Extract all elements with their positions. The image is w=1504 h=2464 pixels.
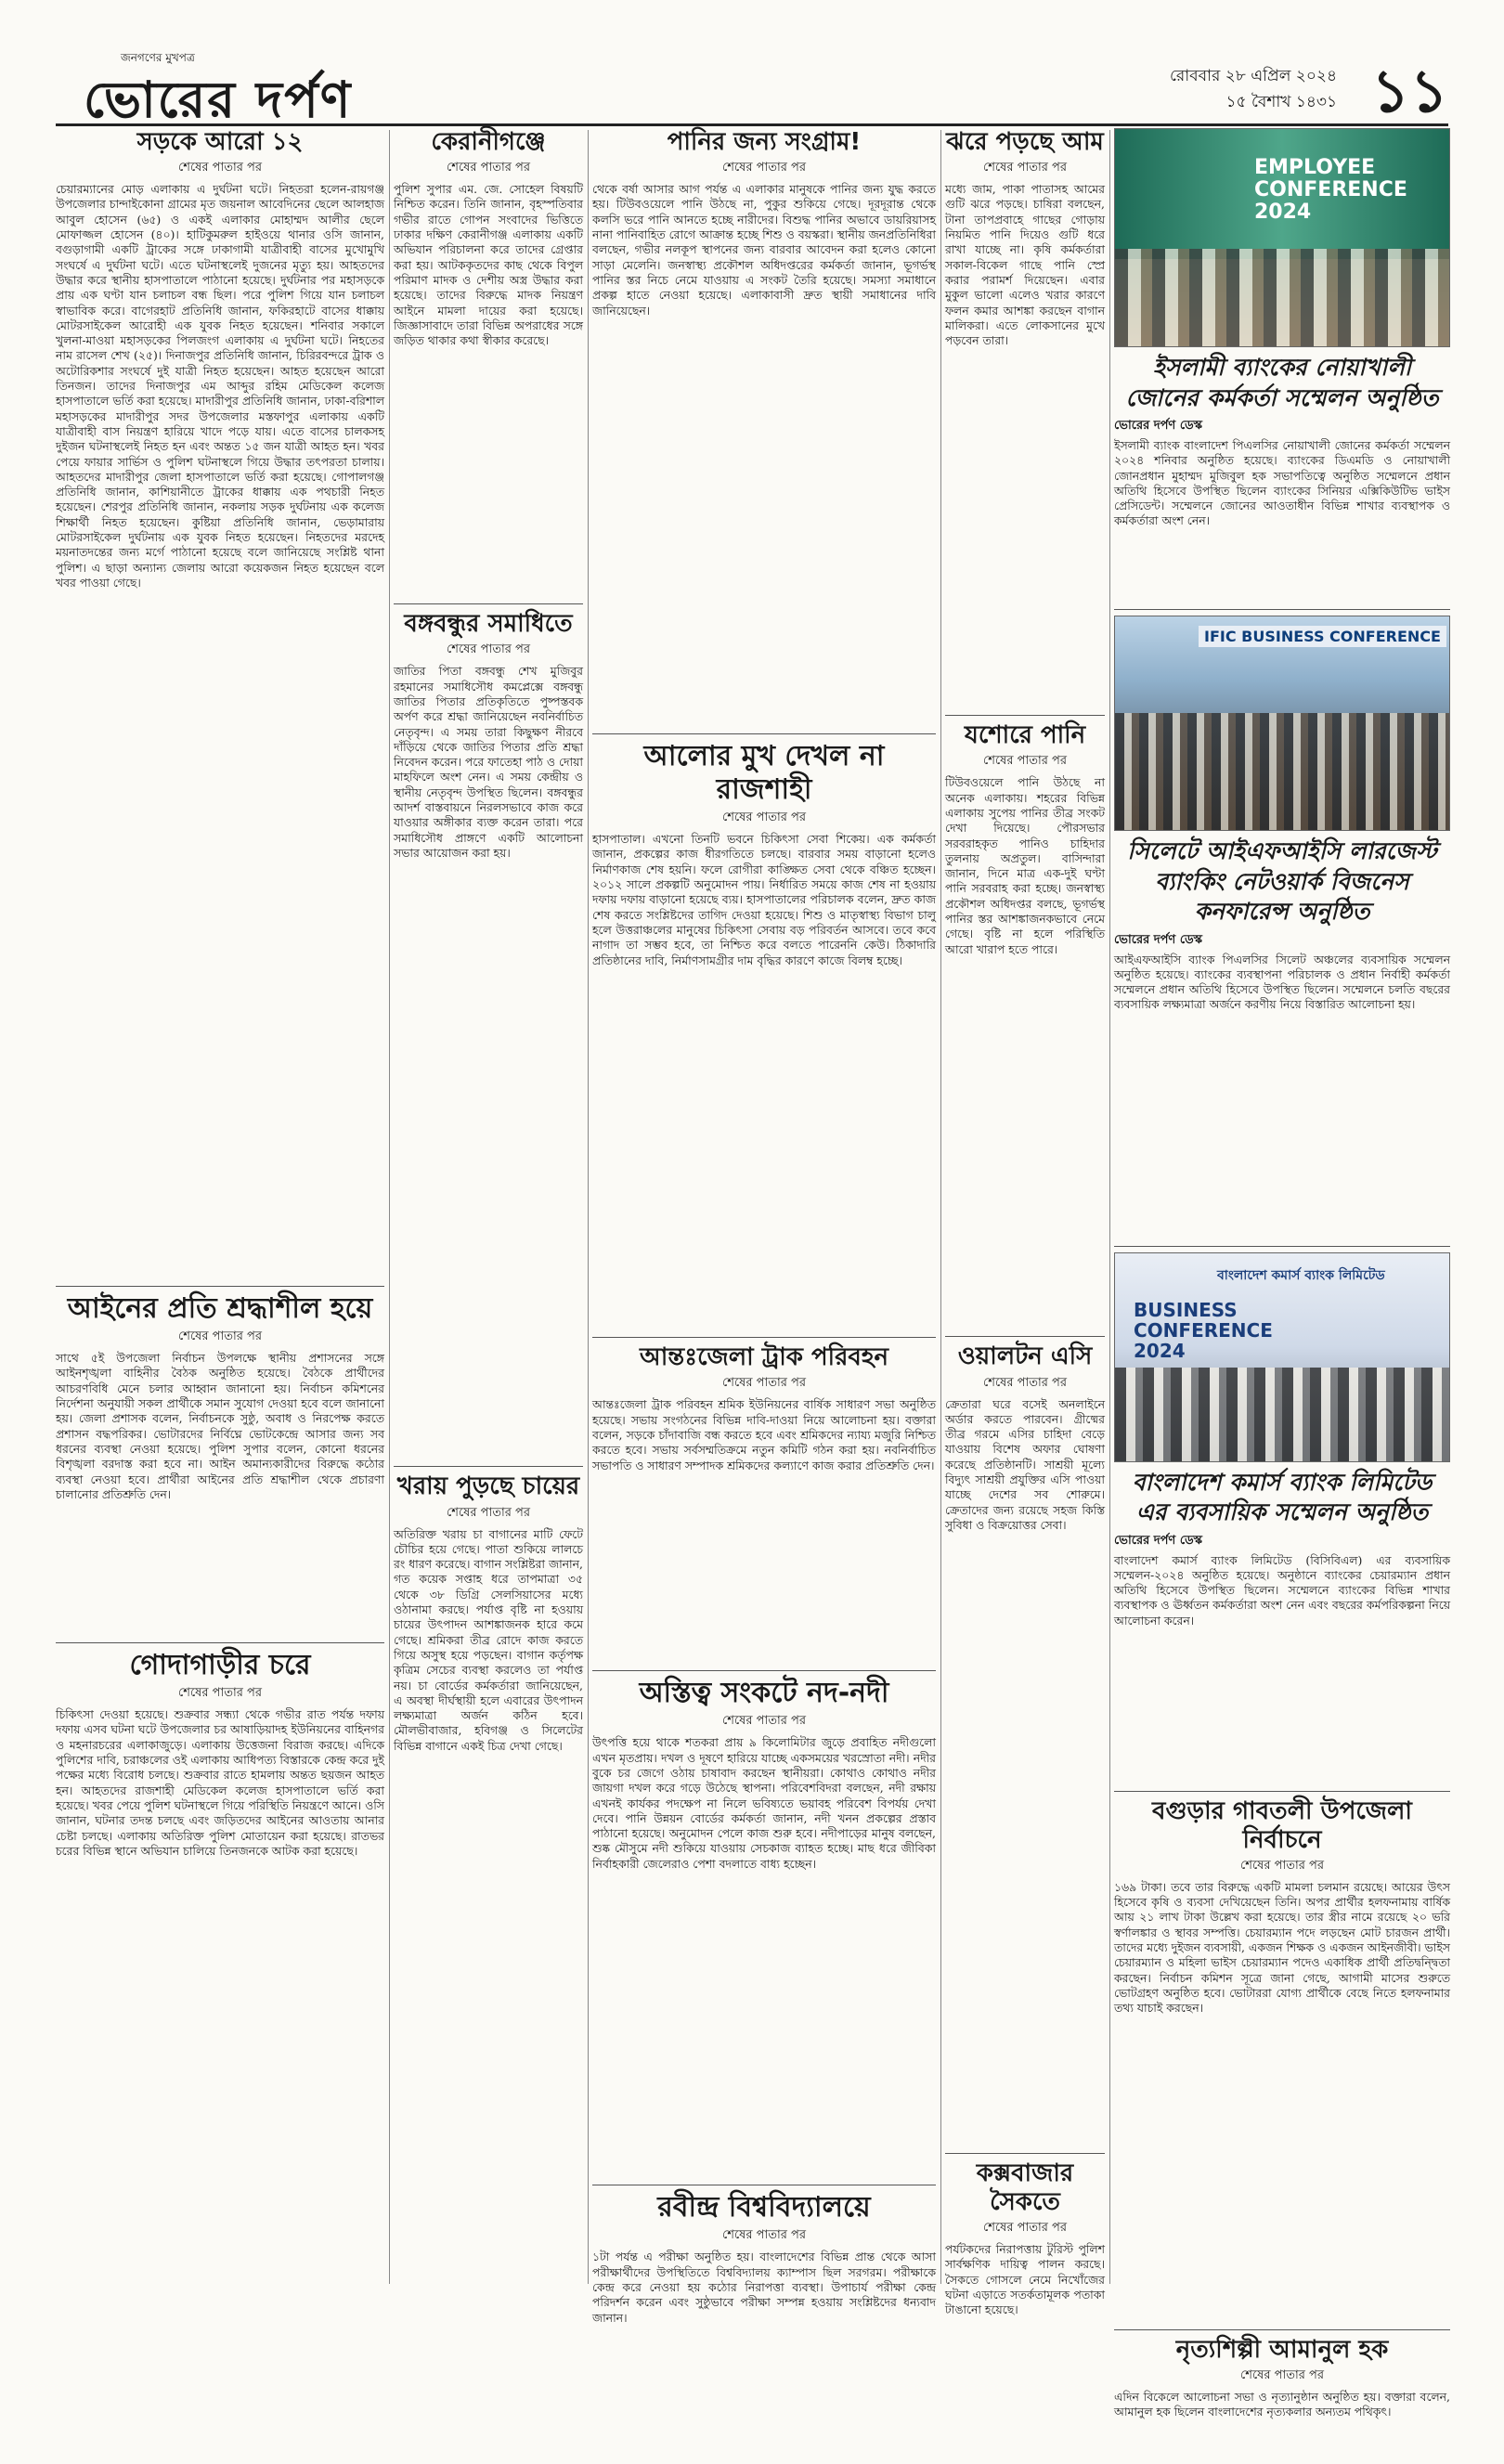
article-keraniganj	[394, 128, 583, 590]
article-body: জাতির পিতা বঙ্গবন্ধু শেখ মুজিবুর রহমানের সমাধিসৌধ কমপ্লেক্সে বঙ্গবন্ধু জাতির পিতার প্রতিকৃতিতে পুষ্পস্তবক অর্পণ করে শ্রদ্ধা জানিয়েছেন নবনির্বাচিত নেতৃবৃন্দ। এ সময় তারা কিছুক্ষণ নীরবে দাঁড়িয়ে থেকে জাতির পিতার প্রতি শ্রদ্ধা নিবেদন করেন। পরে ফাতেহা পাঠ ও দোয়া মাহফিলে অংশ নেন। এ সময় কেন্দ্রীয় ও স্থানীয় নেতৃবৃন্দ উপস্থিত ছিলেন। বঙ্গবন্ধুর আদর্শ বাস্তবায়নে নিরলসভাবে কাজ করে যাওয়ার অঙ্গীকার ব্যক্ত করেন তারা। পরে সমাধিসৌধ প্রাঙ্গণে একটি আলোচনা সভার আয়োজন করা হয়।	[394, 664, 583, 860]
subhead: শেষের পাতার পর	[721, 1376, 807, 1391]
bank-name: বাংলাদেশ কমার্স ব্যাংক লিমিটেড	[1217, 1267, 1385, 1283]
article-body: পর্যটকদের নিরাপত্তায় টুরিস্ট পুলিশ সার্বক্ষণিক দায়িত্ব পালন করছে। সৈকতে গোসলে নেমে নিখোঁজের ঘটনা এড়াতে সতর্কতামূলক পতাকা টাঙানো হয়েছে।	[945, 2241, 1105, 2317]
article-mango-falling	[945, 128, 1105, 702]
caption-commerce-bank: বাংলাদেশ কমার্স ব্যাংক লিমিটেড এর ব্যবসায়িক সম্মেলন অনুষ্ঠিত	[1132, 1468, 1433, 1525]
column-4	[945, 128, 1105, 2376]
headline: আলোর মুখ দেখল না রাজশাহী	[643, 740, 885, 807]
banner-text: IFIC BUSINESS CONFERENCE	[1199, 626, 1446, 647]
divider	[592, 1337, 936, 1338]
article-rajshahi-hospital	[592, 740, 936, 1324]
subhead: শেষের পাতার পর	[982, 2220, 1068, 2235]
photo-islami-bank	[1114, 128, 1450, 347]
subhead: শেষের পাতার পর	[721, 811, 807, 825]
headline: বঙ্গবন্ধুর সমাধিতে	[404, 610, 573, 639]
subhead: শেষের পাতার পর	[177, 161, 263, 175]
date-bangla: ১৫ বৈশাখ ১৪৩১	[1225, 93, 1337, 111]
divider	[945, 2153, 1105, 2154]
headline: ওয়ালটন এসি	[957, 1342, 1093, 1371]
divider	[945, 1336, 1105, 1337]
article-dancer-amanul-haque	[1114, 2336, 1450, 2451]
subhead: শেষের পাতার পর	[982, 161, 1068, 175]
column-separator	[389, 130, 390, 2284]
page-number: ১১	[1370, 58, 1448, 126]
column-3	[592, 128, 936, 2444]
article-body: অতিরিক্ত খরায় চা বাগানের মাটি ফেটে চৌচির হয়ে গেছে। পাতা শুকিয়ে লালচে রং ধারণ করেছে। বাগান সংশ্লিষ্টরা জানান, গত কয়েক সপ্তাহ ধরে তাপমাত্রা ৩৫ থেকে ৩৮ ডিগ্রি সেলসিয়াসের মধ্যে ওঠানামা করছে। পর্যাপ্ত বৃষ্টি না হওয়ায় চায়ের উৎপাদন আশঙ্কাজনক হারে কমে গেছে। শ্রমিকরা তীব্র রোদে কাজ করতে গিয়ে অসুস্থ হয়ে পড়ছেন। বাগান কর্তৃপক্ষ কৃত্রিম সেচের ব্যবস্থা করলেও তা পর্যাপ্ত নয়। চা বোর্ডের কর্মকর্তারা জানিয়েছেন, এ অবস্থা দীর্ঘস্থায়ী হলে এবারের উৎপাদন লক্ষ্যমাত্রা অর্জন কঠিন হবে। মৌলভীবাজার, হবিগঞ্জ ও সিলেটের বিভিন্ন বাগানে একই চিত্র দেখা গেছে।	[394, 1526, 583, 1753]
headline: কেরানীগঞ্জে	[431, 128, 546, 156]
subhead: শেষের পাতার পর	[721, 1714, 807, 1729]
article-body: টিউবওয়েলে পানি উঠছে না অনেক এলাকায়। শহরের বিভিন্ন এলাকায় সুপেয় পানির তীব্র সংকট দেখা দিয়েছে। পৌরসভার সরবরাহকৃত পানিও চাহিদার তুলনায় অপ্রতুল। বাসিন্দারা জানান, দিনে মাত্র এক-দুই ঘণ্টা পানি সরবরাহ করা হচ্ছে। জনস্বাস্থ্য প্রকৌশল অধিদপ্তর বলছে, ভূগর্ভস্থ পানির স্তর আশঙ্কাজনকভাবে নেমে গেছে। বৃষ্টি না হলে পরিস্থিতি আরো খারাপ হতে পারে।	[945, 775, 1105, 956]
caption-ific-bank: সিলেটে আইএফআইসি লারজেস্ট ব্যাংকিং নেটওয়ার্ক বিজনেস কনফারেন্স অনুষ্ঠিত	[1127, 837, 1437, 925]
byline: ভোরের দর্পণ ডেস্ক	[1114, 1533, 1203, 1548]
article-bangabandhu-mausoleum	[394, 610, 583, 1453]
photo-commerce-bank	[1114, 1252, 1450, 1462]
headline: গোদাগাড়ীর চরে	[129, 1649, 311, 1682]
column-separator	[940, 130, 941, 2284]
article-godagari-char	[56, 1649, 384, 2255]
article-body: ইসলামী ব্যাংক বাংলাদেশ পিএলসির নোয়াখালী জোনের কর্মকর্তা সম্মেলন ২০২৪ শনিবার অনুষ্ঠিত হয়েছে। ব্যাংকের ডিএমডি ও নোয়াখালী জোনপ্রধান মুহাম্মদ মুজিবুল হক সভাপতিত্বে অনুষ্ঠিত সম্মেলনে প্রধান অতিথি হিসেবে উপস্থিত ছিলেন ব্যাংকের সিনিয়র এক্সিকিউটিভ ভাইস প্রেসিডেন্ট। সম্মেলনে জোনের আওতাধীন বিভিন্ন শাখার ব্যবস্থাপক ও কর্মকর্তারা অংশ নেন।	[1114, 438, 1450, 528]
headline: রবীন্দ্র বিশ্ববিদ্যালয়ে	[657, 2191, 871, 2224]
article-body: মধ্যে জাম, পাকা পাতাসহ আমের গুটি ঝরে পড়ছে। চাষিরা বলছেন, টানা তাপপ্রবাহে গাছের গোড়ায় নিয়মিত পানি দিয়েও গুটি ধরে রাখা যাচ্ছে না। কৃষি কর্মকর্তারা সকাল-বিকেল গাছে পানি স্প্রে করার পরামর্শ দিয়েছেন। এবার মুকুল ভালো এলেও খরার কারণে ফলন কমার আশঙ্কা করছেন বাগান মালিকরা। এতে লোকসানের মুখে পড়বেন তারা।	[945, 182, 1105, 348]
divider	[56, 1642, 384, 1643]
article-body: ১৬৯ টাকা। তবে তার বিরুদ্ধে একটি মামলা চলমান রয়েছে। আয়ের উৎস হিসেবে কৃষি ও ব্যবসা দেখিয়েছেন তিনি। অপর প্রার্থীর হলফনামায় বার্ষিক আয় ২১ লাখ টাকা উল্লেখ করা হয়েছে। তার স্ত্রীর নামে রয়েছে ২০ ভরি স্বর্ণালঙ্কার ও স্থাবর সম্পত্তি। চেয়ারম্যান পদে লড়ছেন মোট চারজন প্রার্থী। তাদের মধ্যে দুইজন ব্যবসায়ী, একজন শিক্ষক ও একজন আইনজীবী। ভাইস চেয়ারম্যান ও মহিলা ভাইস চেয়ারম্যান পদেও একাধিক প্রার্থী প্রতিদ্বন্দ্বিতা করছেন। নির্বাচন কমিশন সূত্রে জানা গেছে, আগামী মাসের শুরুতে ভোটগ্রহণ অনুষ্ঠিত হবে। ভোটাররা যোগ্য প্রার্থীকে বেছে নিতে হলফনামার তথ্য যাচাই করছেন।	[1114, 1879, 1450, 2016]
subhead: শেষের পাতার পর	[446, 161, 531, 175]
article-jessore-water	[945, 721, 1105, 1323]
article-body: এদিন বিকেলে আলোচনা সভা ও নৃত্যানুষ্ঠান অনুষ্ঠিত হয়। বক্তারা বলেন, আমানুল হক ছিলেন বাংলাদেশের নৃত্যকলার অন্যতম পথিকৃৎ।	[1114, 2390, 1450, 2419]
headline: বগুড়ার গাবতলী উপজেলা নির্বাচনে	[1152, 1796, 1412, 1854]
subhead: শেষের পাতার পর	[446, 1505, 531, 1520]
subhead: শেষের পাতার পর	[721, 2228, 807, 2243]
article-road-accident	[56, 128, 384, 1273]
article-gabtoli-election	[1114, 1797, 1450, 2316]
subhead: শেষের পাতার পর	[177, 1686, 263, 1701]
headline: ঝরে পড়ছে আম	[946, 128, 1104, 156]
article-body: থেকে বর্ষা আসার আগ পর্যন্ত এ এলাকার মানুষকে পানির জন্য যুদ্ধ করতে হয়। টিউবওয়েলে পানি উঠছে না, পুকুর শুকিয়ে গেছে। দূরদূরান্ত থেকে কলসি ভরে পানি আনতে হচ্ছে নারীদের। বিশুদ্ধ পানির অভাবে ডায়রিয়াসহ নানা পানিবাহিত রোগে আক্রান্ত হচ্ছে শিশু ও বয়স্করা। স্থানীয় জনপ্রতিনিধিরা বলছেন, গভীর নলকূপ স্থাপনের জন্য বারবার আবেদন করা হলেও কোনো সাড়া মেলেনি। জনস্বাস্থ্য প্রকৌশল অধিদপ্তরের কর্মকর্তা জানান, ভূগর্ভস্থ পানির স্তর নিচে নেমে যাওয়ায় এ সংকট তৈরি হয়েছে। সমস্যা সমাধানে প্রকল্প হাতে নেওয়া হয়েছে। এলাকাবাসী দ্রুত স্থায়ী সমাধানের দাবি জানিয়েছেন।	[592, 182, 936, 318]
divider	[1114, 2329, 1450, 2330]
article-body: উৎপত্তি হয়ে থাকে শতকরা প্রায় ৯ কিলোমিটার জুড়ে প্রবাহিত নদীগুলো এখন মৃতপ্রায়। দখল ও দূষণে হারিয়ে যাচ্ছে একসময়ের খরস্রোতা নদী। নদীর বুকে চর জেগে ওঠায় চাষাবাদ করছেন স্থানীয়রা। কোথাও কোথাও নদীর জায়গা দখল করে গড়ে উঠেছে স্থাপনা। পরিবেশবিদরা বলছেন, নদী রক্ষায় এখনই কার্যকর পদক্ষেপ না নিলে ভবিষ্যতে ভয়াবহ পরিবেশ বিপর্যয় দেখা দেবে। পানি উন্নয়ন বোর্ডের কর্মকর্তা জানান, নদী খনন প্রকল্পের প্রস্তাব পাঠানো হয়েছে। অনুমোদন পেলে কাজ শুরু হবে। নদীপাড়ের মানুষ বলছেন, শুষ্ক মৌসুমে নদী শুকিয়ে যাওয়ায় সেচকাজ ব্যাহত হচ্ছে। মাছ ধরে জীবিকা নির্বাহকারী জেলেরাও পেশা বদলাতে বাধ্য হচ্ছেন।	[592, 1735, 936, 1871]
headline: অস্তিত্ব সংকটে নদ-নদী	[639, 1677, 889, 1710]
subhead: শেষের পাতার পর	[177, 1329, 263, 1344]
divider	[394, 603, 583, 604]
headline: আইনের প্রতি শ্রদ্ধাশীল হয়ে	[67, 1292, 373, 1326]
divider	[1114, 609, 1450, 610]
subhead: শেষের পাতার পর	[446, 642, 531, 657]
date-gregorian: রোববার ২৮ এপ্রিল ২০২৪	[1169, 67, 1337, 85]
article-rivers-crisis	[592, 1677, 936, 2172]
article-body: ক্রেতারা ঘরে বসেই অনলাইনে অর্ডার করতে পারবেন। গ্রীষ্মের তীব্র গরমে এসির চাহিদা বেড়ে যাওয়ায় বিশেষ অফার ঘোষণা করেছে প্রতিষ্ঠানটি। সাশ্রয়ী মূল্যে বিদ্যুৎ সাশ্রয়ী প্রযুক্তির এসি পাওয়া যাচ্ছে দেশের সব শোরুমে। ক্রেতাদের জন্য রয়েছে সহজ কিস্তি সুবিধা ও বিক্রয়োত্তর সেবা।	[945, 1396, 1105, 1532]
byline: ভোরের দর্পণ ডেস্ক	[1114, 932, 1203, 947]
divider	[945, 715, 1105, 716]
column-separator	[1109, 130, 1110, 2284]
article-body: বাংলাদেশ কমার্স ব্যাংক লিমিটেড (বিসিবিএল) এর ব্যবসায়িক সম্মেলন-২০২৪ অনুষ্ঠিত হয়েছে। অনুষ্ঠানে ব্যাংকের চেয়ারম্যান প্রধান অতিথি হিসেবে উপস্থিত ছিলেন। সম্মেলনে ব্যাংকের বিভিন্ন শাখার ব্যবস্থাপক ও ঊর্ধ্বতন কর্মকর্তারা অংশ নেন এবং বছরের কর্মপরিকল্পনা নিয়ে আলোচনা করেন।	[1114, 1552, 1450, 1628]
article-body: আন্তঃজেলা ট্রাক পরিবহন শ্রমিক ইউনিয়নের বার্ষিক সাধারণ সভা অনুষ্ঠিত হয়েছে। সভায় সংগঠনের বিভিন্ন দাবি-দাওয়া নিয়ে আলোচনা হয়। বক্তারা বলেন, সড়কে চাঁদাবাজি বন্ধ করতে হবে এবং শ্রমিকদের ন্যায্য মজুরি নিশ্চিত করতে হবে। সভায় সর্বসম্মতিক্রমে নতুন কমিটি গঠন করা হয়। নবনির্বাচিত সভাপতি ও সাধারণ সম্পাদক শ্রমিকদের কল্যাণে কাজ করার প্রতিশ্রুতি দেন।	[592, 1397, 936, 1472]
masthead-tagline: জনগণের মুখপত্র	[121, 51, 195, 64]
banner-text: BUSINESS CONFERENCE 2024	[1134, 1298, 1273, 1362]
article-water-struggle	[592, 128, 936, 720]
subhead: শেষের পাতার পর	[1239, 1858, 1325, 1873]
article-body: আইএফআইসি ব্যাংক পিএলসির সিলেট অঞ্চলের ব্যবসায়িক সম্মেলন অনুষ্ঠিত হয়েছে। ব্যাংকের ব্যবস্থাপনা পরিচালক ও প্রধান নির্বাহী কর্মকর্তা সম্মেলনে প্রধান অতিথি হিসেবে উপস্থিত ছিলেন। সম্মেলনে চলতি বছরের ব্যবসায়িক লক্ষ্যমাত্রা অর্জনে করণীয় নিয়ে বিস্তারিত আলোচনা হয়।	[1114, 952, 1450, 1012]
article-body: সাথে ৫ই উপজেলা নির্বাচন উপলক্ষে স্থানীয় প্রশাসনের সঙ্গে আইনশৃঙ্খলা বাহিনীর বৈঠক অনুষ্ঠিত হয়েছে। বৈঠকে প্রার্থীদের আচরণবিধি মেনে চলার আহ্বান জানানো হয়। নির্বাচন কমিশনের নির্দেশনা অনুযায়ী সকল প্রার্থীকে সমান সুযোগ দেওয়া হবে বলে জানানো হয়। জেলা প্রশাসক বলেন, নির্বাচনকে সুষ্ঠু, অবাধ ও নিরপেক্ষ করতে প্রশাসন বদ্ধপরিকর। ভোটারদের নির্বিঘ্নে ভোটকেন্দ্রে আসার জন্য সব ধরনের ব্যবস্থা নেওয়া হয়েছে। পুলিশ সুপার বলেন, কোনো ধরনের বিশৃঙ্খলা বরদাস্ত করা হবে না। আইন অমান্যকারীদের বিরুদ্ধে কঠোর ব্যবস্থা নেওয়া হবে। প্রার্থীরা আইনের প্রতি শ্রদ্ধাশীল থেকে প্রচারণা চালানোর প্রতিশ্রুতি দেন।	[56, 1351, 384, 1501]
divider	[56, 1286, 384, 1287]
byline: ভোরের দর্পণ ডেস্ক	[1114, 419, 1203, 433]
column-2	[394, 128, 583, 2283]
photo-ific-bank	[1114, 616, 1450, 831]
divider	[592, 733, 936, 734]
subhead: শেষের পাতার পর	[982, 754, 1068, 769]
article-rabindra-university	[592, 2191, 936, 2431]
caption-islami-bank: ইসলামী ব্যাংকের নোয়াখালী জোনের কর্মকর্তা সম্মেলন অনুষ্ঠিত	[1125, 354, 1439, 411]
headline: খরায় পুড়ছে চায়ের	[396, 1472, 580, 1501]
article-law-respect	[56, 1292, 384, 1629]
banner-text: EMPLOYEE CONFERENCE 2024	[1254, 156, 1407, 225]
subhead: শেষের পাতার পর	[721, 161, 807, 175]
headline: যশোরে পানি	[964, 721, 1086, 750]
column-1	[56, 128, 384, 2268]
headline: সড়কে আরো ১২	[136, 128, 304, 156]
divider	[592, 1670, 936, 1671]
article-body: পুলিশ সুপার এম. জে. সোহেল বিষয়টি নিশ্চিত করেন। তিনি জানান, বৃহস্পতিবার গভীর রাতে গোপন সংবাদের ভিত্তিতে ঢাকার দক্ষিণ কেরানীগঞ্জ এলাকায় একটি অভিযান পরিচালনা করে তাদের গ্রেপ্তার করা হয়। আটককৃতদের কাছ থেকে বিপুল পরিমাণ মাদক ও দেশীয় অস্ত্র উদ্ধার করা হয়েছে। তাদের বিরুদ্ধে মাদক নিয়ন্ত্রণ আইনে মামলা দায়ের করা হয়েছে। জিজ্ঞাসাবাদে তারা বিভিন্ন অপরাধের সঙ্গে জড়িত থাকার কথা স্বীকার করেছে।	[394, 182, 583, 348]
article-body: চেয়ারম্যানের মোড় এলাকায় এ দুর্ঘটনা ঘটে। নিহতরা হলেন-রায়গঞ্জ উপজেলার চান্দাইকোনা গ্রামের মৃত জয়নাল আবেদিনের ছেলে আলহাজ আবুল হোসেন (৬৫) ও একই এলাকার মোহাম্মদ আলীর ছেলে মোফাজ্জল হোসেন (৪০)। হাটিকুমরুল হাইওয়ে থানার ওসি জানান, বগুড়াগামী একটি ট্রাকের সঙ্গে ঢাকাগামী যাত্রীবাহী বাসের মুখোমুখি সংঘর্ষে এ দুর্ঘটনা ঘটে। এতে ঘটনাস্থলেই দুজনের মৃত্যু হয়। আহতদের উদ্ধার করে স্থানীয় হাসপাতালে পাঠানো হয়েছে। দুর্ঘটনার পর মহাসড়কে প্রায় এক ঘণ্টা যান চলাচল বন্ধ ছিল। পরে পুলিশ গিয়ে যান চলাচল স্বাভাবিক করে। বাগেরহাট প্রতিনিধি জানান, ফকিরহাটে বাসের ধাক্কায় মোটরসাইকেল আরোহী এক যুবক নিহত হয়েছেন। শনিবার সকালে খুলনা-মাওয়া মহাসড়কের পিলজংগ এলাকায় এ দুর্ঘটনা ঘটে। নিহতের নাম রাসেল শেখ (২৫)। দিনাজপুর প্রতিনিধি জানান, চিরিরবন্দরে ট্রাক ও অটোরিকশার সংঘর্ষে দুই যাত্রী নিহত হয়েছেন। আহত হয়েছেন আরো তিনজন। তাদের দিনাজপুর এম আব্দুর রহিম মেডিকেল কলেজ হাসপাতালে ভর্তি করা হয়েছে। মাদারীপুর প্রতিনিধি জানান, ঢাকা-বরিশাল মহাসড়কের মাদারীপুর সদর উপজেলার মস্তফাপুর এলাকায় একটি যাত্রীবাহী বাস নিয়ন্ত্রণ হারিয়ে খাদে পড়ে যায়। এতে বাসের চালকসহ দুইজন ঘটনাস্থলেই নিহত হন এবং অন্তত ১৫ জন যাত্রী আহত হন। খবর পেয়ে ফায়ার সার্ভিস ও পুলিশ ঘটনাস্থলে গিয়ে উদ্ধার তৎপরতা চালায়। আহতদের মাদারীপুর জেলা হাসপাতালে ভর্তি করা হয়েছে। গোপালগঞ্জ প্রতিনিধি জানান, কাশিয়ানীতে ট্রাকের ধাক্কায় এক পথচারী নিহত হয়েছেন। শেরপুর প্রতিনিধি জানান, নকলায় সড়ক দুর্ঘটনায় এক কলেজ শিক্ষার্থী নিহত হয়েছেন। কুষ্টিয়া প্রতিনিধি জানান, ভেড়ামারায় মোটরসাইকেল দুর্ঘটনায় এক যুবক নিহত হয়েছেন। নিহতদের মরদেহ ময়নাতদন্তের জন্য মর্গে পাঠানো হয়েছে বলে জানিয়েছে সংশ্লিষ্ট থানা পুলিশ। এ ছাড়া অন্যান্য জেলায় আরো কয়েকজন নিহত হয়েছেন বলে খবর পাওয়া গেছে।	[56, 182, 384, 590]
article-body: হাসপাতাল। এখনো তিনটি ভবনে চিকিৎসা সেবা শিকেয়। এক কর্মকর্তা জানান, প্রকল্পের কাজ ধীরগতিতে চলছে। বারবার সময় বাড়ানো হলেও নির্মাণকাজ শেষ হয়নি। ফলে রোগীরা কাঙ্ক্ষিত সেবা থেকে বঞ্চিত হচ্ছেন। ২০১২ সালে প্রকল্পটি অনুমোদন পায়। নির্ধারিত সময়ে কাজ শেষ না হওয়ায় দফায় দফায় বাড়ানো হয়েছে ব্যয়। হাসপাতালের পরিচালক বলেন, দ্রুত কাজ শেষ করতে সংশ্লিষ্টদের তাগিদ দেওয়া হয়েছে। শিশু ও মাতৃস্বাস্থ্য বিভাগ চালু হলে উত্তরাঞ্চলের মানুষের চিকিৎসা সেবায় বড় পরিবর্তন আসবে। তবে কবে নাগাদ তা সম্ভব হবে, তা নিশ্চিত করে বলতে পারেননি কেউ। ঠিকাদারি প্রতিষ্ঠানের দাবি, নির্মাণসামগ্রীর দাম বৃদ্ধির কারণে কাজে বিলম্ব হচ্ছে।	[592, 832, 936, 967]
divider	[394, 1466, 583, 1467]
divider	[1114, 1246, 1450, 1247]
article-body: চিকিৎসা দেওয়া হয়েছে। শুক্রবার সন্ধ্যা থেকে গভীর রাত পর্যন্ত দফায় দফায় এসব ঘটনা ঘটে উপজেলার চর আষাড়িয়াদহ ইউনিয়নের বাহিনগর ও মহনারচরের এলাকাজুড়ে। এলাকায় উত্তেজনা বিরাজ করছে। এদিকে পুলিশের দাবি, চরাঞ্চলের ওই এলাকায় আধিপত্য বিস্তারকে কেন্দ্র করে দুই পক্ষের মধ্যে বিরোধ চলছে। শুক্রবার রাতে হামলায় অন্তত ছয়জন আহত হন। আহতদের রাজশাহী মেডিকেল কলেজ হাসপাতালে ভর্তি করা হয়েছে। খবর পেয়ে পুলিশ ঘটনাস্থলে গিয়ে পরিস্থিতি নিয়ন্ত্রণে আনে। ওসি জানান, ঘটনার তদন্ত চলছে এবং জড়িতদের আইনের আওতায় আনার চেষ্টা চলছে। এলাকায় অতিরিক্ত পুলিশ মোতায়েন করা হয়েছে। রাতভর চরের বিভিন্ন স্থানে অভিযান চালিয়ে তিনজনকে আটক করা হয়েছে।	[56, 1707, 384, 1858]
headline: কক্সবাজার সৈকতে	[976, 2159, 1074, 2216]
masthead	[56, 43, 1448, 129]
headline: পানির জন্য সংগ্রাম!	[667, 128, 862, 156]
article-coxsbazar-beach	[945, 2159, 1105, 2363]
article-truck-transport	[592, 1343, 936, 1657]
article-body: ১টা পর্যন্ত এ পরীক্ষা অনুষ্ঠিত হয়। বাংলাদেশের বিভিন্ন প্রান্ত থেকে আসা পরীক্ষার্থীদের উপস্থিতিতে বিশ্ববিদ্যালয় ক্যাম্পাস ছিল সরগরম। পরীক্ষাকে কেন্দ্র করে নেওয়া হয় কঠোর নিরাপত্তা ব্যবস্থা। উপাচার্য পরীক্ষা কেন্দ্র পরিদর্শন করেন এবং সুষ্ঠুভাবে পরীক্ষা সম্পন্ন হওয়ায় সংশ্লিষ্টদের ধন্যবাদ জানান।	[592, 2250, 936, 2325]
headline: নৃত্যশিল্পী আমানুল হক	[1175, 2335, 1389, 2364]
subhead: শেষের পাতার পর	[982, 1375, 1068, 1390]
divider	[1114, 1791, 1450, 1792]
headline: আন্তঃজেলা ট্রাক পরিবহন	[639, 1343, 889, 1372]
article-tea-drought	[394, 1472, 583, 2269]
subhead: শেষের পাতার পর	[1239, 2368, 1325, 2383]
masthead-date	[1170, 63, 1337, 115]
column-5	[1114, 128, 1450, 2464]
article-walton-ac	[945, 1342, 1105, 2139]
column-separator	[588, 130, 589, 2284]
newspaper-logo: ভোরের দর্পণ	[84, 70, 353, 129]
